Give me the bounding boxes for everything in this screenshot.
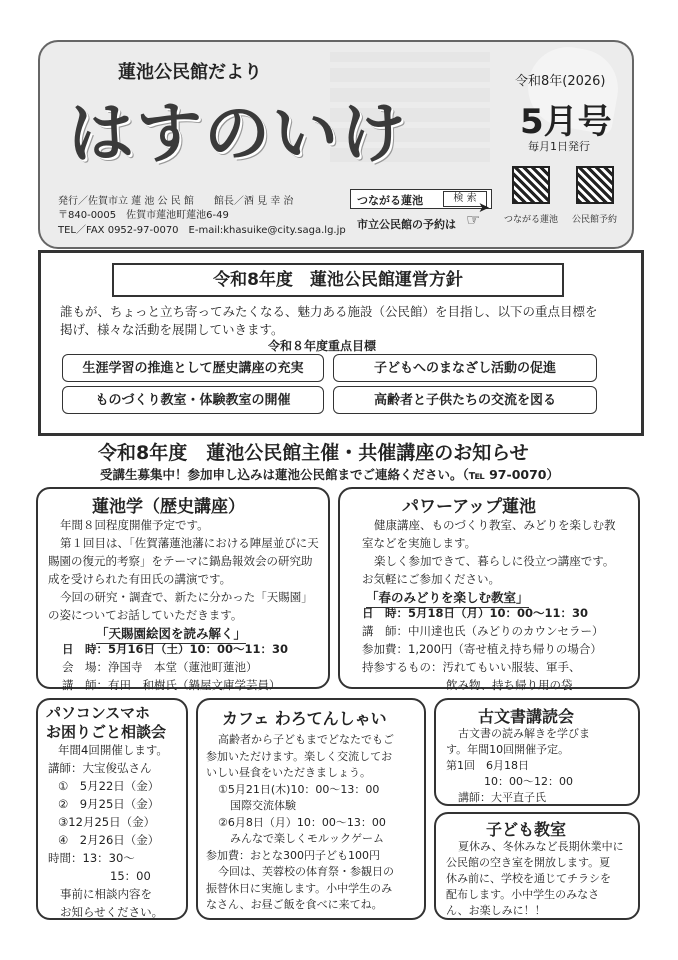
body-line: 古文書の読み解きを学びま: [458, 727, 590, 740]
event-items: 持参するもの：汚れてもいい服装、軍手、: [362, 660, 581, 674]
session-date: ① 5月22日（金）: [58, 779, 160, 793]
session-date: ④ 2月26日（金）: [58, 833, 160, 847]
event-venue: 会 場：浄国寺 本堂（蓮池町蓮池）: [62, 660, 258, 674]
body-line: ん、お楽しみに！！: [446, 904, 546, 917]
body-line: 配布します。小中学生のみなさ: [446, 888, 600, 901]
body-line: 夏休み、冬休みなど長期休業中に: [458, 840, 624, 853]
body-line: 事前に相談内容を: [60, 887, 152, 901]
publisher-info: 発行／佐賀市立 蓮 池 公 民 館 館長／酒 見 幸 治: [58, 196, 294, 207]
komonjo-title: 古文書講読会: [478, 707, 575, 726]
body-line: 振替休日に実施します。小中学生のみ: [206, 881, 393, 895]
session-date: 第1回 6月18日: [446, 759, 529, 772]
body-line: なさん、お昼ご飯を食べに来てね。: [206, 898, 383, 911]
goal-item: 子どもへのまなざし活動の促進: [333, 354, 597, 382]
goal-item: ものづくり教室・体験教室の開催: [62, 386, 324, 414]
goals-heading: 令和８年度重点目標: [268, 339, 377, 353]
newsletter-subtitle: 蓮池公民館だより: [118, 62, 262, 83]
courses-title: 令和8年度 蓮池公民館主催・共催講座のお知らせ: [98, 442, 529, 464]
policy-body-line: 掲げ、様々な活動を展開していきます。: [60, 322, 284, 337]
event-lecturer: 講 師：中川達也氏（みどりのカウンセラー）: [362, 624, 604, 638]
lecturer: 講師：大平直子氏: [458, 791, 546, 804]
event-date: 日 時：5月16日（土）10：00～11：30: [62, 642, 289, 656]
goal-item: 生涯学習の推進として歴史講座の充実: [62, 354, 324, 382]
body-line: 楽しく参加できて、暮らしに役立つ講座です。: [374, 554, 615, 568]
session-date: ①5月21日(木)10：00～13：00: [218, 782, 380, 796]
body-line: す。年間10回開催予定。: [446, 743, 570, 756]
body-line: お気軽にご参加ください。: [362, 572, 500, 586]
qr-code-tsunagaru[interactable]: [512, 166, 550, 204]
session-date: ②6月8日（月）10：00～13：00: [218, 815, 386, 829]
body-line: 参加いただけます。楽しく交流してお: [206, 749, 393, 763]
pc-consult-title: パソコンスマホ: [46, 704, 150, 722]
body-line: 今回は、芙蓉校の体育祭・参観日の: [218, 865, 394, 878]
search-box[interactable]: [350, 189, 492, 209]
power-up-title: パワーアップ蓮池: [402, 497, 536, 517]
hasuike-gaku-body: [48, 516, 319, 624]
body-line: お知らせください。: [60, 905, 164, 919]
session-date: ② 9月25日（金）: [58, 797, 160, 811]
body-line: 高齢者から子どもまでどなたでもご: [218, 733, 394, 746]
body-line: 第１回目は、「佐賀藩蓮池藩における陣屋並びに天: [60, 536, 319, 550]
body-line: 時間：13：30～: [48, 851, 135, 865]
power-up-subtitle: 「春のみどりを楽しむ教室」: [366, 588, 529, 608]
body-line: 今回の研究・調査で、新たに分かった「天賜園」: [60, 590, 313, 604]
reserve-text: 市立公民館の予約は: [357, 218, 456, 231]
session-theme: 国際交流体験: [230, 799, 296, 812]
cafe-fee: 参加費：おとな300円子ども100円: [206, 848, 380, 862]
contact-info: TEL／FAX 0952-97-0070 E-mail:khasuike@city.saga.lg.jp: [58, 225, 346, 236]
body-line: の姿についてお話していただきます。: [48, 608, 243, 622]
goal-item: 高齢者と子供たちの交流を図る: [333, 386, 597, 414]
newsletter-title: はすのいけ: [68, 95, 408, 172]
pointing-hand-icon: ☞: [466, 210, 481, 229]
session-date: ③12月25日（金）: [58, 815, 156, 829]
body-line: 賜園の復元的考察」をテーマに鍋島報效会の研究助: [48, 554, 313, 568]
body-line: 講師：大宝俊弘さん: [48, 761, 152, 775]
body-line: 休み前に、学校を通じてチラシを: [446, 872, 611, 885]
event-fee: 参加費：1,200円（寄せ植え持ち帰りの場合）: [362, 642, 602, 656]
event-items: 飲み物、持ち帰り用の袋: [446, 678, 573, 692]
qr-label-reservation: 公民館予約: [572, 215, 618, 225]
pc-consult-title: お困りごと相談会: [46, 723, 167, 741]
issue-year: 令和8年(2026): [515, 74, 606, 89]
address: 〒840-0005 佐賀市蓮池町蓮池6-49: [58, 210, 229, 221]
search-button[interactable]: 検 索: [443, 191, 487, 207]
cursor-icon: ➤: [478, 200, 490, 216]
event-date: 日 時：5月18日（月）10：00～11：30: [362, 606, 589, 620]
event-lecturer: 講 師：有田 和樹氏（鍋屋文庫学芸員）: [62, 678, 281, 692]
policy-body-line: 誰もが、ちょっと立ち寄ってみたくなる、魅力ある施設（公民館）を目指し、以下の重点目標を: [60, 304, 598, 319]
policy-title: 令和8年度 蓮池公民館運営方針: [112, 263, 564, 297]
hasuike-gaku-subtitle: 「天賜園絵図を読み解く」: [96, 624, 246, 644]
hasuike-gaku-title: 蓮池学（歴史講座）: [92, 497, 245, 517]
qr-label-tsunagaru: つながる蓮池: [504, 215, 559, 225]
body-line: 公民館の空き室を開放します。夏: [446, 856, 611, 869]
body-line: 健康講座、ものづくり教室、みどりを楽しむ教: [374, 518, 616, 532]
body-line: 年間4回開催します。: [58, 743, 168, 757]
session-theme: みんなで楽しくモルックゲーム: [230, 832, 384, 845]
kodomo-title: 子ども教室: [486, 820, 567, 839]
search-term: つながる蓮池: [357, 194, 423, 207]
session-time: 10：00～12：00: [484, 775, 573, 788]
courses-note: 受講生募集中！参加申し込みは蓮池公民館までご連絡ください。（℡ 97-0070）: [100, 467, 559, 482]
body-line: いしい昼食をいただきましょう。: [206, 766, 371, 779]
issue-frequency: 毎月1日発行: [528, 140, 590, 153]
body-line: 15：00: [110, 869, 151, 883]
issue-month: 5月号: [520, 102, 612, 142]
body-line: 年間８回程度開催予定です。: [60, 518, 209, 532]
body-line: 成を受けられた有田氏の講演です。: [48, 572, 232, 586]
cafe-title: カフェ わろてんしゃい: [222, 709, 387, 728]
body-line: 室などを実施します。: [362, 536, 477, 550]
qr-code-reservation[interactable]: [576, 166, 614, 204]
